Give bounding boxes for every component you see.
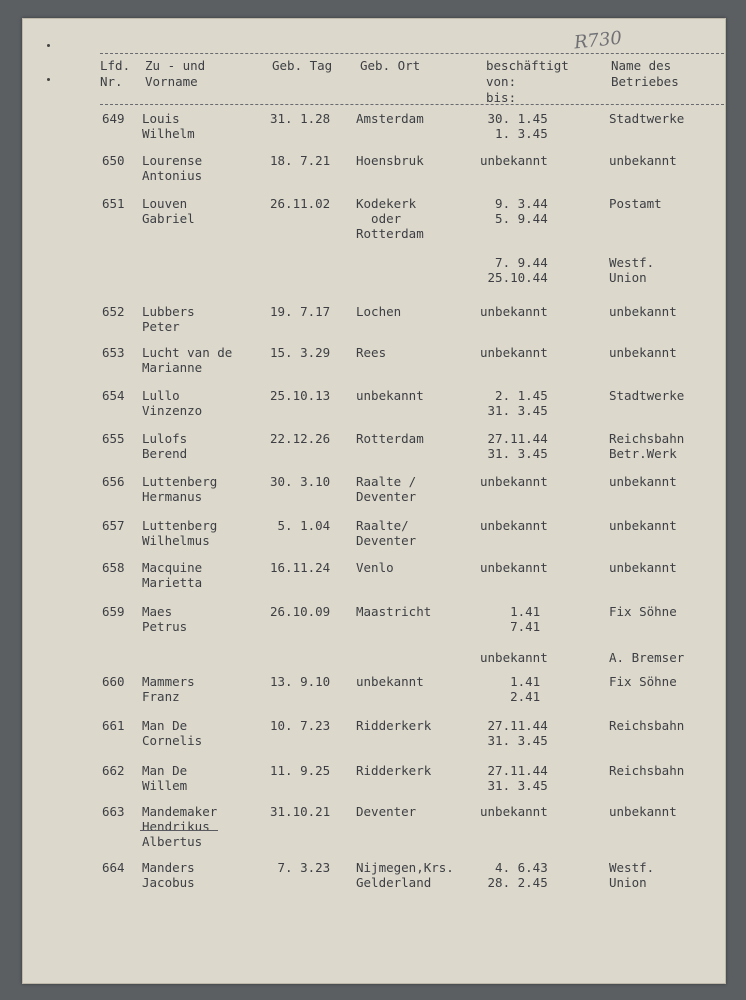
row-employment: 1.41 2.41 — [510, 674, 541, 704]
row-employment: unbekannt — [480, 345, 548, 360]
row-number: 656 — [102, 474, 125, 489]
row-name: Man De Cornelis — [142, 718, 203, 748]
row-birth-place: unbekannt — [356, 674, 424, 689]
row-name: Lucht van de Marianne — [142, 345, 233, 375]
row-number: 659 — [102, 604, 125, 619]
row-number: 653 — [102, 345, 125, 360]
row-number: 655 — [102, 431, 125, 446]
row-birth-date: 15. 3.29 — [270, 345, 331, 360]
row-company: Stadtwerke — [609, 388, 685, 403]
row-name: Maes Petrus — [142, 604, 188, 634]
row-birth-date: 5. 1.04 — [270, 518, 331, 533]
row-birth-place: Lochen — [356, 304, 402, 319]
row-company: Reichsbahn Betr.Werk — [609, 431, 685, 461]
row-number: 654 — [102, 388, 125, 403]
row-number: 651 — [102, 196, 125, 211]
row-birth-date: 16.11.24 — [270, 560, 331, 575]
name-underline — [140, 830, 218, 831]
row-name: Manders Jacobus — [142, 860, 195, 890]
row-birth-place: Hoensbruk — [356, 153, 424, 168]
row-birth-date: 31. 1.28 — [270, 111, 331, 126]
row-employment: unbekannt — [480, 560, 548, 575]
row-birth-date: 30. 3.10 — [270, 474, 331, 489]
row-birth-date: 22.12.26 — [270, 431, 331, 446]
row-employment: 27.11.44 31. 3.45 — [487, 763, 548, 793]
row-number: 663 — [102, 804, 125, 819]
row-company: unbekannt — [609, 804, 677, 819]
row-number: 660 — [102, 674, 125, 689]
row-employment: 9. 3.44 5. 9.44 — [495, 196, 548, 226]
row-number: 661 — [102, 718, 125, 733]
row-company: Westf. Union — [609, 255, 655, 285]
header-nr: Lfd. Nr. — [100, 58, 131, 89]
header-birth-place: Geb. Ort — [360, 58, 421, 73]
row-birth-date: 26.11.02 — [270, 196, 331, 211]
row-company: Stadtwerke — [609, 111, 685, 126]
row-birth-date: 25.10.13 — [270, 388, 331, 403]
row-employment: 30. 1.45 1. 3.45 — [487, 111, 548, 141]
row-employment: 27.11.44 31. 3.45 — [487, 431, 548, 461]
row-name: Man De Willem — [142, 763, 188, 793]
header-company: Name des Betriebes — [611, 58, 679, 89]
row-birth-place: Maastricht — [356, 604, 432, 619]
row-company: unbekannt — [609, 518, 677, 533]
handwritten-annotation: R730 — [573, 27, 623, 54]
header-bottom-rule — [100, 104, 724, 105]
row-company: Postamt — [609, 196, 662, 211]
row-birth-place: Kodekerk oder Rotterdam — [356, 196, 424, 241]
row-birth-place: Raalte/ Deventer — [356, 518, 417, 548]
header-name: Zu - und Vorname — [145, 58, 206, 89]
row-company: unbekannt — [609, 345, 677, 360]
row-employment: 1.41 7.41 — [510, 604, 541, 634]
header-top-rule — [100, 53, 724, 54]
row-birth-date: 18. 7.21 — [270, 153, 331, 168]
header-birth-date: Geb. Tag — [272, 58, 333, 73]
row-company: unbekannt — [609, 560, 677, 575]
row-company: A. Bremser — [609, 650, 685, 665]
row-birth-place: Rees — [356, 345, 387, 360]
row-birth-place: Rotterdam — [356, 431, 424, 446]
row-employment: unbekannt — [480, 304, 548, 319]
row-company: Westf. Union — [609, 860, 655, 890]
row-employment: 2. 1.45 31. 3.45 — [487, 388, 548, 418]
row-company: unbekannt — [609, 153, 677, 168]
row-employment: 7. 9.44 25.10.44 — [487, 255, 548, 285]
row-company: unbekannt — [609, 474, 677, 489]
row-company: Reichsbahn — [609, 718, 685, 733]
row-name: Mammers Franz — [142, 674, 195, 704]
row-employment: unbekannt — [480, 804, 548, 819]
row-birth-place: Amsterdam — [356, 111, 424, 126]
row-company: unbekannt — [609, 304, 677, 319]
row-name: Luttenberg Hermanus — [142, 474, 218, 504]
row-company: Fix Söhne — [609, 604, 677, 619]
row-name: Louven Gabriel — [142, 196, 195, 226]
row-number: 664 — [102, 860, 125, 875]
row-number: 658 — [102, 560, 125, 575]
row-number: 649 — [102, 111, 125, 126]
row-name: Lourense Antonius — [142, 153, 203, 183]
row-employment: unbekannt — [480, 474, 548, 489]
row-employment: unbekannt — [480, 153, 548, 168]
row-birth-date: 13. 9.10 — [270, 674, 331, 689]
row-birth-place: Ridderkerk — [356, 718, 432, 733]
row-birth-date: 10. 7.23 — [270, 718, 331, 733]
row-number: 657 — [102, 518, 125, 533]
margin-dot — [47, 78, 50, 81]
row-birth-date: 11. 9.25 — [270, 763, 331, 778]
header-employed: beschäftigt von: bis: — [486, 58, 569, 105]
row-birth-date: 31.10.21 — [270, 804, 331, 819]
margin-dot — [47, 44, 50, 47]
row-company: Fix Söhne — [609, 674, 677, 689]
row-employment: unbekannt — [480, 650, 548, 665]
row-birth-place: Nijmegen,Krs. Gelderland — [356, 860, 454, 890]
row-number: 650 — [102, 153, 125, 168]
row-name: Louis Wilhelm — [142, 111, 195, 141]
row-birth-date: 19. 7.17 — [270, 304, 331, 319]
row-name: Lulofs Berend — [142, 431, 188, 461]
row-birth-date: 7. 3.23 — [270, 860, 331, 875]
row-name: Lubbers Peter — [142, 304, 195, 334]
row-employment: unbekannt — [480, 518, 548, 533]
row-employment: 27.11.44 31. 3.45 — [487, 718, 548, 748]
row-birth-place: Raalte / Deventer — [356, 474, 417, 504]
row-company: Reichsbahn — [609, 763, 685, 778]
row-birth-place: unbekannt — [356, 388, 424, 403]
row-number: 662 — [102, 763, 125, 778]
row-birth-date: 26.10.09 — [270, 604, 331, 619]
row-birth-place: Venlo — [356, 560, 394, 575]
row-birth-place: Deventer — [356, 804, 417, 819]
row-birth-place: Ridderkerk — [356, 763, 432, 778]
row-employment: 4. 6.43 28. 2.45 — [487, 860, 548, 890]
row-name: Macquine Marietta — [142, 560, 203, 590]
row-name: Mandemaker Hendrikus Albertus — [142, 804, 218, 849]
row-name: Luttenberg Wilhelmus — [142, 518, 218, 548]
row-name: Lullo Vinzenzo — [142, 388, 203, 418]
row-number: 652 — [102, 304, 125, 319]
